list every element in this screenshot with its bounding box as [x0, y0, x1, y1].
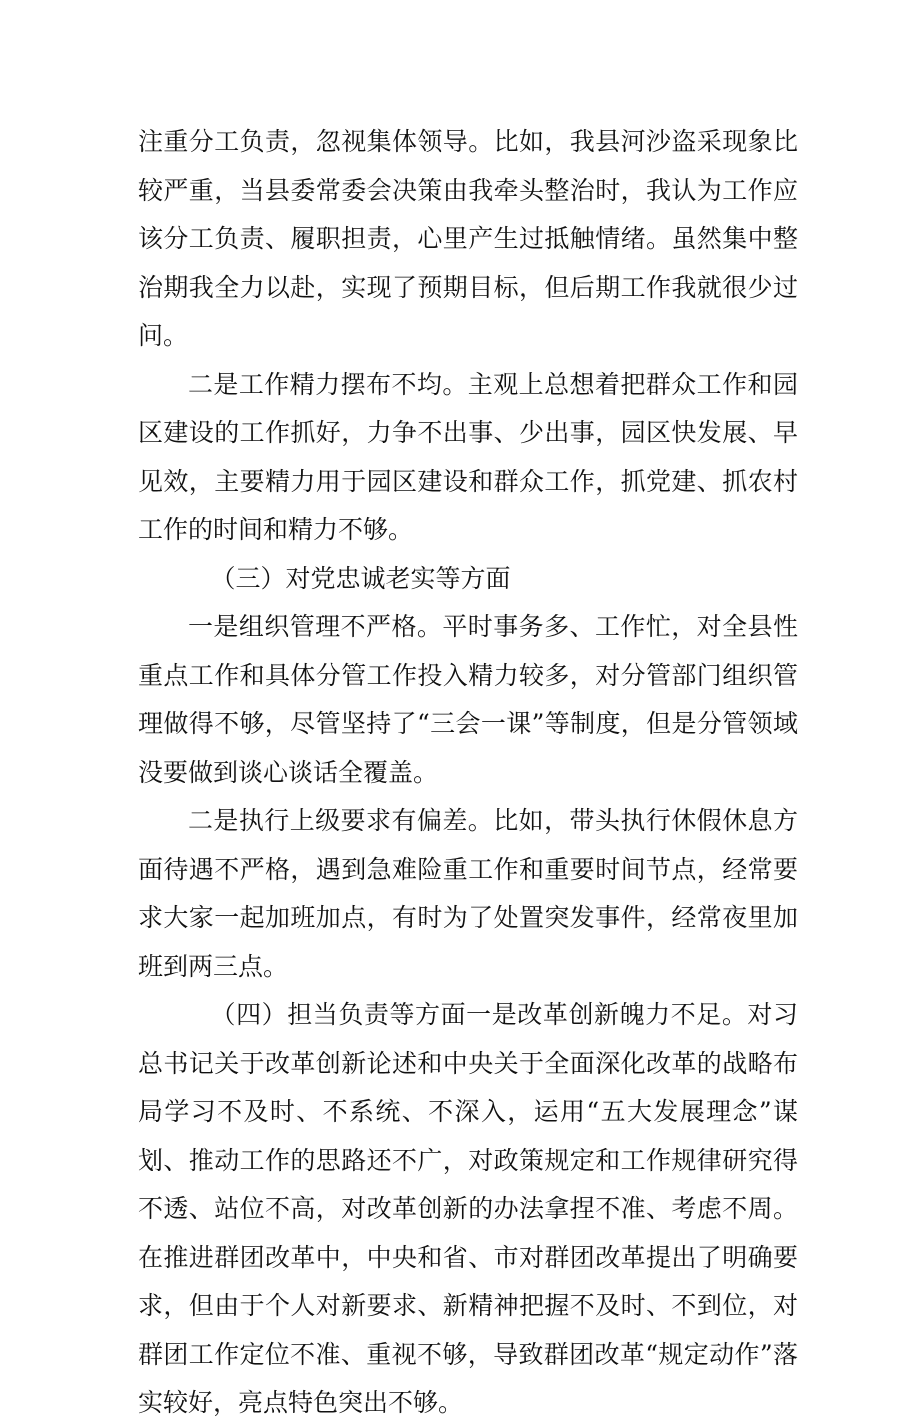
paragraph-organization-management: 一是组织管理不严格。平时事务多、工作忙，对全县性重点工作和具体分管工作投入精力较多，对分管部门组织管理做得不够，尽管坚持了“三会一课”等制度，但是分管领域没要做到谈心谈话全覆盖。 — [138, 612, 798, 787]
paragraph-execution-deviation: 二是执行上级要求有偏差。比如，带头执行休假休息方面待遇不严格，遇到急难险重工作和重要时间节点，经常要求大家一起加班加点，有时为了处置突发事件，经常夜里加班到两三点。 — [138, 806, 798, 981]
section-heading-loyalty: （三）对党忠诚老实等方面 — [210, 563, 511, 593]
paragraph-responsibility-reform: （四）担当负责等方面一是改革创新魄力不足。对习总书记关于改革创新论述和中央关于全面深化改革的战略布局学习不及时、不系统、不深入，运用“五大发展理念”谋划、推动工作的思路还不广，对政策规定和工作规律研究得不透、站位不高，对改革创新的办法拿捏不准、考虑不周。在推进群团改革中，中央和省、市对群团改革提出了明确要求，但由于个人对新要求、新精神把握不及时、不到位，对群团工作定位不准、重视不够，导致群团改革“规定动作”落实较好，亮点特色突出不够。 — [138, 1000, 798, 1417]
paragraph-work-energy: 二是工作精力摆布不均。主观上总想着把群众工作和园区建设的工作抓好，力争不出事、少出事，园区快发展、早见效，主要精力用于园区建设和群众工作，抓党建、抓农村工作的时间和精力不够。 — [138, 369, 798, 544]
document-body — [138, 118, 798, 1428]
paragraph-continuation: 注重分工负责，忽视集体领导。比如，我县河沙盗采现象比较严重，当县委常委会决策由我牵头整治时，我认为工作应该分工负责、履职担责，心里产生过抵触情绪。虽然集中整治期我全力以赴，实现了预期目标，但后期工作我就很少过问。 — [138, 127, 798, 350]
